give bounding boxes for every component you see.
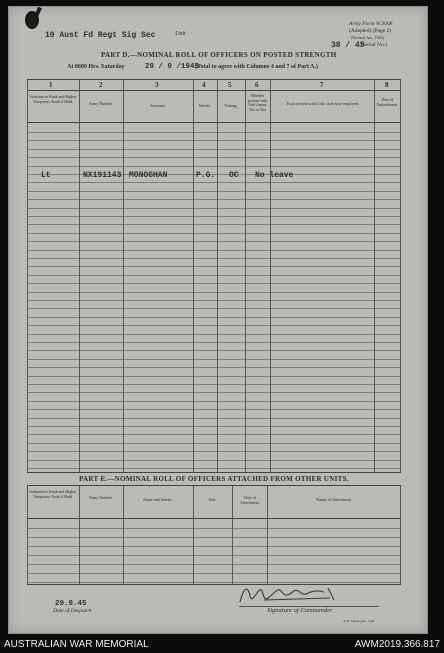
ruled-line (27, 258, 401, 259)
ruled-line (27, 292, 401, 293)
ruled-line (27, 157, 401, 158)
serial-number: 38 / 45 (331, 41, 365, 50)
ruled-line (27, 149, 401, 150)
col-number-2: 2 (99, 81, 103, 89)
ruled-line (27, 392, 401, 393)
col-header-rank: Substantive Rank and Higher Temporary Rank if Held. (29, 94, 77, 104)
ruled-line (27, 443, 401, 444)
col-number-5: 5 (228, 81, 232, 89)
ruled-line (27, 451, 401, 452)
ruled-line (27, 199, 401, 200)
part-e-title: PART E.—NOMINAL ROLL OF OFFICERS ATTACHED FROM OTHER UNITS. (79, 475, 349, 483)
ruled-line (27, 468, 401, 469)
col-header-surname: Surname. (150, 103, 166, 108)
ruled-line (27, 166, 401, 167)
ruled-line (27, 140, 401, 141)
entry-rank: Lt (41, 171, 51, 180)
serial-label: (Serial No.) (361, 42, 387, 48)
ruled-line (27, 409, 401, 410)
ruled-line (27, 208, 401, 209)
printer-note: A.W. Wyatt Ltd., 3-46 (343, 619, 375, 623)
ruled-line (27, 528, 401, 529)
ruled-line (27, 275, 401, 276)
e-col-header-unit: Unit. (208, 497, 217, 502)
ruled-line (27, 317, 401, 318)
col-header-posting: Posting. (224, 103, 238, 108)
ruled-line (27, 191, 401, 192)
form-revised: (Revised Jan., 1943) (351, 35, 384, 40)
ruled-line (27, 132, 401, 133)
col-number-4: 4 (202, 81, 206, 89)
entry-initials: P.G. (196, 171, 216, 180)
despatch-label: Date of Despatch (53, 608, 92, 614)
ruled-line (27, 224, 401, 225)
ruled-line (27, 283, 401, 284)
part-d-total-note: (Total to agree with Columns 4 and 7 of Part A.) (195, 64, 318, 70)
ruled-line (27, 182, 401, 183)
part-d-at-label: At 0600 Hrs. Saturday (67, 64, 125, 70)
ruled-line (27, 241, 401, 242)
ruled-line (27, 216, 401, 217)
e-col-header-date: Date of Attachment. (240, 495, 260, 505)
ruled-line (27, 555, 401, 556)
footer-bar (0, 639, 444, 653)
ruled-line (27, 418, 401, 419)
ruled-line (27, 367, 401, 368)
ruled-line (27, 582, 401, 583)
ruled-line (27, 460, 401, 461)
ruled-line (27, 384, 401, 385)
ruled-line (27, 573, 401, 574)
ruled-line (27, 342, 401, 343)
ruled-line (27, 564, 401, 565)
form-page (8, 6, 428, 634)
entry-present: No leave (255, 171, 294, 180)
ruled-line (27, 250, 401, 251)
e-col-header-name: Name and Initials. (143, 497, 173, 502)
footer-institution: AUSTRALIAN WAR MEMORIAL (4, 639, 149, 650)
ruled-line (27, 350, 401, 351)
ruled-line (27, 546, 401, 547)
ruled-line (27, 334, 401, 335)
col-header-date: Date of Embarkment. (376, 97, 399, 107)
unit-label: Unit (175, 31, 186, 37)
e-col-header-nature: Nature of Attachment. (316, 497, 352, 502)
ruled-line (27, 537, 401, 538)
unit-name: 10 Aust Fd Regt Sig Sec (45, 31, 156, 40)
e-col-header-army-number: Army Number. (88, 495, 114, 500)
ruled-line (27, 325, 401, 326)
part-d-title: PART D.—NOMINAL ROLL OF OFFICERS ON POSTED STRENGTH (101, 51, 337, 59)
despatch-date: 29.9.45 (55, 600, 87, 608)
ruled-line (27, 308, 401, 309)
ruled-line (27, 434, 401, 435)
ruled-line (27, 266, 401, 267)
commander-signature (234, 582, 344, 608)
ruled-line (27, 233, 401, 234)
ruled-line (27, 359, 401, 360)
col-number-8: 8 (385, 81, 389, 89)
footer-accession: AWM2019.366.817 (354, 639, 440, 650)
part-d-table (27, 79, 401, 473)
ruled-line (27, 401, 401, 402)
col-number-3: 3 (155, 81, 159, 89)
ruled-line (27, 426, 401, 427)
col-number-7: 7 (320, 81, 324, 89)
col-header-employed: If not present with Unit, state how employed. (286, 101, 360, 106)
punch-tear (34, 7, 42, 18)
ruled-line (27, 300, 401, 301)
form-adapted: (Adapted) (Page 2) (349, 28, 392, 34)
entry-surname: MONOGHAN (129, 171, 168, 180)
part-d-date: 29 / 9 /1945 (145, 63, 200, 71)
col-header-army-number: Army Number. (88, 101, 114, 106)
col-number-6: 6 (255, 81, 259, 89)
col-number-1: 1 (49, 81, 53, 89)
e-col-header-rank: Substantive Rank and Higher Temporary Rank if Held. (29, 489, 77, 499)
commander-label: Signature of Commander (267, 607, 333, 614)
col-header-initials: Initials. (198, 103, 212, 108)
form-id: Army Form W.3008 (349, 21, 393, 27)
entry-army-number: NX191143 (83, 171, 122, 180)
ruled-line (27, 376, 401, 377)
part-e-table (27, 485, 401, 585)
entry-posting: OC (229, 171, 239, 180)
col-header-present: Whether present with Unit (insert Yes or No) (247, 93, 268, 112)
